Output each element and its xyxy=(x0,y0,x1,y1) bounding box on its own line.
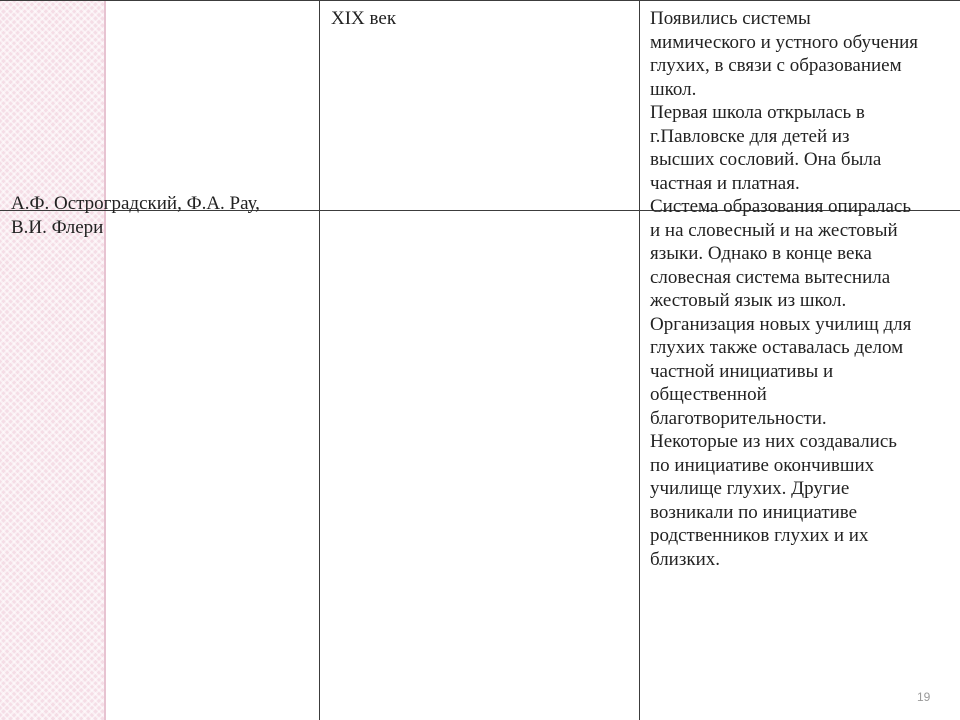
table-cell-description: Появились системы мимического и устного обучения глухих, в связи с образованием школ. Первая школа открылась в г.Павловске для детей из высших сословий. Она была частная и платная. Система образования опиралась и на словесный и на жестовый языки. Однако в конце века словесная система вытеснила жестовый язык из школ. Организация новых училищ для глухих также оставалась делом частной инициативы и общественной благотворительности. Некоторые из них создавались по инициативе окончивших училище глухих. Другие возникали по инициативе родственников глухих и их близких. xyxy=(650,8,919,570)
table-column-divider-1 xyxy=(319,0,320,720)
table-cell-period: XIX век xyxy=(331,8,397,29)
table-column-divider-2 xyxy=(639,0,640,720)
decorative-side-band xyxy=(0,0,106,720)
page-number: 19 xyxy=(917,690,931,704)
table-cell-people: А.Ф. Остроградский, Ф.А. Рау, В.И. Флери xyxy=(11,193,260,238)
table-border-top xyxy=(0,0,960,1)
side-band-edge xyxy=(104,0,106,720)
